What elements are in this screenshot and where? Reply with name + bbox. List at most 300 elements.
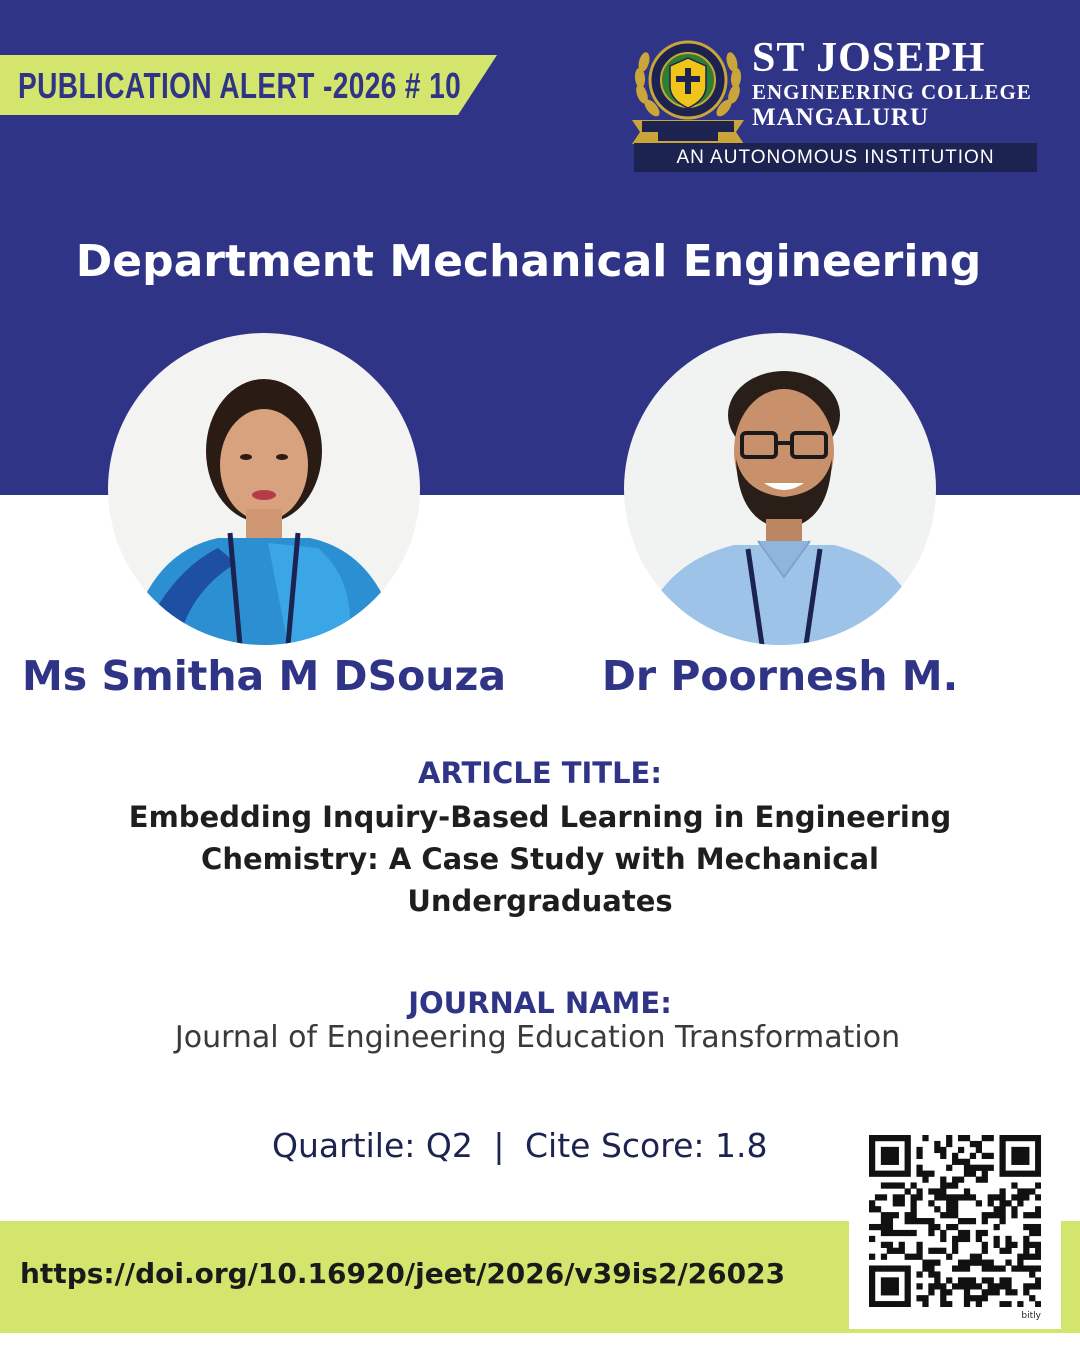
- qr-module: [881, 1230, 887, 1236]
- qr-module: [928, 1289, 934, 1295]
- qr-module: [1023, 1135, 1029, 1141]
- qr-module: [922, 1218, 928, 1224]
- qr-module: [916, 1188, 922, 1194]
- qr-module: [1035, 1194, 1041, 1200]
- qr-module: [1023, 1265, 1029, 1271]
- qr-module: [881, 1301, 887, 1307]
- qr-module: [970, 1218, 976, 1224]
- qr-module: [958, 1159, 964, 1165]
- qr-module: [1035, 1182, 1041, 1188]
- qr-module: [999, 1194, 1005, 1200]
- qr-module: [905, 1188, 911, 1194]
- qr-module: [940, 1182, 946, 1188]
- qr-module: [982, 1165, 988, 1171]
- qr-module: [988, 1135, 994, 1141]
- qr-module: [958, 1218, 964, 1224]
- qr-module: [928, 1224, 934, 1230]
- qr-module: [964, 1165, 970, 1171]
- qr-module: [952, 1248, 958, 1254]
- qr-module: [893, 1230, 899, 1236]
- qr-module: [940, 1295, 946, 1301]
- qr-module: [905, 1295, 911, 1301]
- qr-module: [887, 1171, 893, 1177]
- qr-module: [1005, 1171, 1011, 1177]
- qr-module: [1023, 1159, 1029, 1165]
- qr-module: [875, 1194, 881, 1200]
- qr-module: [881, 1242, 887, 1248]
- qr-module: [976, 1260, 982, 1266]
- qr-module: [887, 1283, 893, 1289]
- qr-module: [999, 1147, 1005, 1153]
- qr-module: [976, 1295, 982, 1301]
- qr-module: [875, 1224, 881, 1230]
- autonomous-status-badge: AN AUTONOMOUS INSTITUTION: [634, 143, 1037, 172]
- qr-module: [952, 1236, 958, 1242]
- qr-module: [940, 1147, 946, 1153]
- qr-module: [905, 1159, 911, 1165]
- qr-module: [970, 1165, 976, 1171]
- qr-module: [934, 1283, 940, 1289]
- qr-module: [1023, 1153, 1029, 1159]
- college-name-line2: ENGINEERING COLLEGE: [752, 80, 1032, 104]
- qr-module: [964, 1283, 970, 1289]
- qr-module: [869, 1277, 875, 1283]
- qr-module: [869, 1265, 875, 1271]
- qr-module: [952, 1212, 958, 1218]
- qr-module: [999, 1171, 1005, 1177]
- qr-module: [905, 1277, 911, 1283]
- qr-module: [1029, 1135, 1035, 1141]
- qr-module: [982, 1248, 988, 1254]
- qr-module: [899, 1200, 905, 1206]
- qr-module: [940, 1153, 946, 1159]
- qr-module: [994, 1212, 1000, 1218]
- qr-module: [934, 1260, 940, 1266]
- college-crest-icon: [628, 28, 748, 148]
- qr-module: [1035, 1159, 1041, 1165]
- qr-module: [905, 1212, 911, 1218]
- qr-module: [1035, 1212, 1041, 1218]
- qr-module: [928, 1230, 934, 1236]
- qr-module: [1035, 1230, 1041, 1236]
- qr-module: [952, 1177, 958, 1183]
- qr-module: [999, 1206, 1005, 1212]
- qr-module: [934, 1224, 940, 1230]
- qr-module: [976, 1254, 982, 1260]
- qr-module: [988, 1194, 994, 1200]
- qr-module: [1029, 1295, 1035, 1301]
- qr-module: [893, 1135, 899, 1141]
- qr-module: [869, 1135, 875, 1141]
- qr-module: [999, 1135, 1005, 1141]
- qr-module: [916, 1218, 922, 1224]
- qr-module: [1017, 1200, 1023, 1206]
- qr-module: [893, 1265, 899, 1271]
- qr-module: [934, 1141, 940, 1147]
- qr-module: [946, 1200, 952, 1206]
- qr-module: [1017, 1188, 1023, 1194]
- qr-module: [869, 1159, 875, 1165]
- qr-module: [952, 1153, 958, 1159]
- qr-module: [911, 1194, 917, 1200]
- qr-module: [958, 1283, 964, 1289]
- qr-module: [1011, 1206, 1017, 1212]
- qr-module: [964, 1236, 970, 1242]
- qr-module: [887, 1242, 893, 1248]
- qr-module: [946, 1165, 952, 1171]
- qr-module: [869, 1200, 875, 1206]
- qr-module: [982, 1277, 988, 1283]
- qr-module: [934, 1206, 940, 1212]
- qr-module: [887, 1153, 893, 1159]
- qr-module: [988, 1212, 994, 1218]
- qr-module: [911, 1200, 917, 1206]
- qr-module: [875, 1206, 881, 1212]
- qr-module: [916, 1194, 922, 1200]
- qr-module: [1011, 1212, 1017, 1218]
- qr-module: [905, 1271, 911, 1277]
- qr-code-icon: [869, 1135, 1041, 1307]
- article-title-line: Undergraduates: [407, 884, 673, 918]
- qr-module: [964, 1159, 970, 1165]
- qr-module: [964, 1188, 970, 1194]
- qr-module: [899, 1248, 905, 1254]
- qr-module: [982, 1153, 988, 1159]
- qr-module: [881, 1135, 887, 1141]
- qr-module: [916, 1283, 922, 1289]
- qr-module: [911, 1254, 917, 1260]
- qr-module: [1035, 1165, 1041, 1171]
- qr-module: [881, 1224, 887, 1230]
- qr-module: [940, 1283, 946, 1289]
- qr-module: [958, 1147, 964, 1153]
- qr-module: [934, 1147, 940, 1153]
- qr-module: [905, 1141, 911, 1147]
- qr-module: [982, 1177, 988, 1183]
- qr-module: [970, 1141, 976, 1147]
- woman-portrait-icon: [108, 333, 420, 645]
- qr-module: [982, 1289, 988, 1295]
- article-title: [110, 796, 970, 922]
- qr-module: [964, 1289, 970, 1295]
- qr-module: [934, 1271, 940, 1277]
- qr-module: [999, 1301, 1005, 1307]
- qr-module: [1029, 1171, 1035, 1177]
- qr-module: [899, 1135, 905, 1141]
- qr-module: [988, 1165, 994, 1171]
- qr-module: [976, 1283, 982, 1289]
- qr-module: [988, 1277, 994, 1283]
- article-title-heading: ARTICLE TITLE:: [418, 756, 662, 790]
- qr-module: [946, 1135, 952, 1141]
- qr-module: [1005, 1200, 1011, 1206]
- qr-module: [1029, 1230, 1035, 1236]
- qr-module: [1029, 1242, 1035, 1248]
- journal-metrics: [272, 1126, 767, 1165]
- qr-module: [958, 1194, 964, 1200]
- qr-module: [905, 1265, 911, 1271]
- article-title-line: Chemistry: A Case Study with Mechanical: [201, 842, 879, 876]
- qr-module: [905, 1165, 911, 1171]
- department-title: Department Mechanical Engineering: [75, 236, 982, 287]
- qr-module: [964, 1260, 970, 1266]
- qr-module: [911, 1182, 917, 1188]
- college-name: [752, 36, 1032, 132]
- qr-module: [893, 1277, 899, 1283]
- qr-module: [994, 1289, 1000, 1295]
- qr-module: [970, 1254, 976, 1260]
- qr-module: [887, 1182, 893, 1188]
- qr-module: [905, 1135, 911, 1141]
- qr-module: [893, 1212, 899, 1218]
- qr-module: [916, 1254, 922, 1260]
- qr-module: [899, 1242, 905, 1248]
- qr-module: [911, 1230, 917, 1236]
- qr-module: [869, 1283, 875, 1289]
- qr-module: [881, 1277, 887, 1283]
- qr-module: [881, 1153, 887, 1159]
- qr-module: [887, 1289, 893, 1295]
- qr-module: [881, 1254, 887, 1260]
- qr-module: [1017, 1159, 1023, 1165]
- qr-module: [976, 1177, 982, 1183]
- qr-module: [1005, 1289, 1011, 1295]
- qr-module: [869, 1289, 875, 1295]
- qr-module: [869, 1206, 875, 1212]
- qr-module: [1017, 1301, 1023, 1307]
- qr-module: [928, 1218, 934, 1224]
- qr-module: [916, 1153, 922, 1159]
- qr-module: [905, 1254, 911, 1260]
- qr-module: [1035, 1283, 1041, 1289]
- qr-module: [1023, 1248, 1029, 1254]
- qr-module: [1023, 1171, 1029, 1177]
- qr-module: [946, 1194, 952, 1200]
- qr-module: [1035, 1248, 1041, 1254]
- qr-module: [964, 1277, 970, 1283]
- qr-module: [875, 1265, 881, 1271]
- qr-module: [982, 1171, 988, 1177]
- qr-module: [958, 1265, 964, 1271]
- qr-module: [1023, 1147, 1029, 1153]
- qr-module: [934, 1248, 940, 1254]
- qr-module: [887, 1218, 893, 1224]
- qr-module: [999, 1159, 1005, 1165]
- qr-module: [916, 1271, 922, 1277]
- qr-module: [934, 1194, 940, 1200]
- qr-module: [1035, 1277, 1041, 1283]
- qr-module: [1023, 1236, 1029, 1242]
- doi-link[interactable]: https://doi.org/10.16920/jeet/2026/v39is2/26023: [20, 1257, 786, 1290]
- qr-module: [1017, 1153, 1023, 1159]
- qr-module: [970, 1260, 976, 1266]
- qr-module: [893, 1194, 899, 1200]
- qr-module: [970, 1277, 976, 1283]
- qr-module: [893, 1301, 899, 1307]
- qr-module: [869, 1295, 875, 1301]
- qr-module: [946, 1277, 952, 1283]
- qr-module: [946, 1141, 952, 1147]
- qr-module: [1023, 1254, 1029, 1260]
- qr-module: [1023, 1188, 1029, 1194]
- qr-module: [869, 1271, 875, 1277]
- qr-module: [1029, 1188, 1035, 1194]
- qr-module: [922, 1265, 928, 1271]
- qr-module: [922, 1295, 928, 1301]
- qr-module: [999, 1165, 1005, 1171]
- qr-module: [940, 1289, 946, 1295]
- qr-module: [999, 1141, 1005, 1147]
- qr-module: [1029, 1254, 1035, 1260]
- qr-module: [940, 1248, 946, 1254]
- qr-module: [934, 1277, 940, 1283]
- cite-score-value: 1.8: [715, 1126, 768, 1165]
- qr-module: [970, 1153, 976, 1159]
- qr-module: [970, 1194, 976, 1200]
- qr-module: [946, 1224, 952, 1230]
- qr-module: [1005, 1135, 1011, 1141]
- qr-module: [887, 1230, 893, 1236]
- qr-module: [869, 1147, 875, 1153]
- qr-module: [893, 1200, 899, 1206]
- qr-module: [869, 1141, 875, 1147]
- qr-module: [970, 1171, 976, 1177]
- qr-module: [999, 1277, 1005, 1283]
- qr-module: [881, 1182, 887, 1188]
- qr-module: [952, 1194, 958, 1200]
- qr-code[interactable]: [849, 1117, 1061, 1329]
- qr-module: [899, 1182, 905, 1188]
- qr-module: [982, 1212, 988, 1218]
- qr-module: [1029, 1283, 1035, 1289]
- qr-module: [893, 1153, 899, 1159]
- journal-name-heading: JOURNAL NAME:: [408, 986, 672, 1020]
- qr-module: [982, 1218, 988, 1224]
- qr-module: [1005, 1301, 1011, 1307]
- qr-module: [1035, 1153, 1041, 1159]
- qr-module: [940, 1230, 946, 1236]
- qr-module: [952, 1242, 958, 1248]
- qr-module: [994, 1265, 1000, 1271]
- qr-module: [940, 1177, 946, 1183]
- qr-module: [952, 1206, 958, 1212]
- qr-module: [928, 1171, 934, 1177]
- qr-module: [1035, 1242, 1041, 1248]
- qr-module: [922, 1135, 928, 1141]
- qr-module: [994, 1236, 1000, 1242]
- qr-module: [893, 1171, 899, 1177]
- qr-module: [1035, 1206, 1041, 1212]
- qr-module: [899, 1301, 905, 1307]
- qr-module: [964, 1301, 970, 1307]
- qr-module: [905, 1283, 911, 1289]
- qr-module: [952, 1224, 958, 1230]
- qr-module: [899, 1194, 905, 1200]
- qr-module: [869, 1301, 875, 1307]
- qr-module: [1011, 1159, 1017, 1165]
- qr-module: [964, 1295, 970, 1301]
- qr-module: [1017, 1171, 1023, 1177]
- qr-module: [899, 1265, 905, 1271]
- qr-module: [1017, 1260, 1023, 1266]
- qr-module: [1005, 1248, 1011, 1254]
- article-title-line: Embedding Inquiry-Based Learning in Engineering: [128, 800, 952, 834]
- qr-module: [976, 1236, 982, 1242]
- qr-module: [869, 1171, 875, 1177]
- qr-module: [1029, 1265, 1035, 1271]
- qr-module: [994, 1194, 1000, 1200]
- qr-module: [922, 1260, 928, 1266]
- qr-module: [994, 1283, 1000, 1289]
- qr-module: [905, 1171, 911, 1177]
- qr-module: [958, 1260, 964, 1266]
- qr-module: [869, 1236, 875, 1242]
- qr-module: [869, 1165, 875, 1171]
- qr-module: [893, 1248, 899, 1254]
- qr-module: [988, 1260, 994, 1266]
- qr-module: [940, 1236, 946, 1242]
- author-name-1: Ms Smitha M DSouza: [21, 652, 507, 700]
- qr-module: [1011, 1135, 1017, 1141]
- qr-module: [1011, 1242, 1017, 1248]
- metrics-separator: |: [493, 1126, 505, 1165]
- qr-module: [976, 1301, 982, 1307]
- qr-module: [1011, 1182, 1017, 1188]
- qr-module: [1023, 1242, 1029, 1248]
- quartile-label: Quartile:: [272, 1126, 416, 1165]
- qr-module: [887, 1212, 893, 1218]
- qr-module: [1011, 1265, 1017, 1271]
- qr-module: [899, 1171, 905, 1177]
- qr-module: [893, 1159, 899, 1165]
- qr-module: [1023, 1212, 1029, 1218]
- qr-module: [964, 1171, 970, 1177]
- qr-module: [1011, 1147, 1017, 1153]
- qr-module: [905, 1147, 911, 1153]
- qr-module: [1035, 1265, 1041, 1271]
- qr-module: [946, 1206, 952, 1212]
- qr-module: [887, 1248, 893, 1254]
- qr-module: [881, 1289, 887, 1295]
- qr-module: [958, 1177, 964, 1183]
- qr-module: [982, 1230, 988, 1236]
- qr-module: [922, 1177, 928, 1183]
- qr-module: [940, 1194, 946, 1200]
- qr-module: [1029, 1224, 1035, 1230]
- qr-module: [952, 1265, 958, 1271]
- qr-module: [1005, 1260, 1011, 1266]
- qr-module: [928, 1271, 934, 1277]
- qr-module: [1005, 1236, 1011, 1242]
- qr-module: [946, 1301, 952, 1307]
- qr-module: [881, 1194, 887, 1200]
- qr-module: [922, 1171, 928, 1177]
- qr-module: [916, 1295, 922, 1301]
- qr-module: [999, 1283, 1005, 1289]
- qr-module: [905, 1301, 911, 1307]
- qr-module: [1023, 1283, 1029, 1289]
- qr-module: [946, 1212, 952, 1218]
- qr-module: [982, 1265, 988, 1271]
- qr-module: [999, 1200, 1005, 1206]
- qr-module: [1011, 1194, 1017, 1200]
- qr-module: [999, 1212, 1005, 1218]
- qr-module: [982, 1295, 988, 1301]
- college-name-line1: ST JOSEPH: [752, 35, 986, 81]
- qr-module: [958, 1230, 964, 1236]
- qr-module: [911, 1218, 917, 1224]
- qr-module: [881, 1212, 887, 1218]
